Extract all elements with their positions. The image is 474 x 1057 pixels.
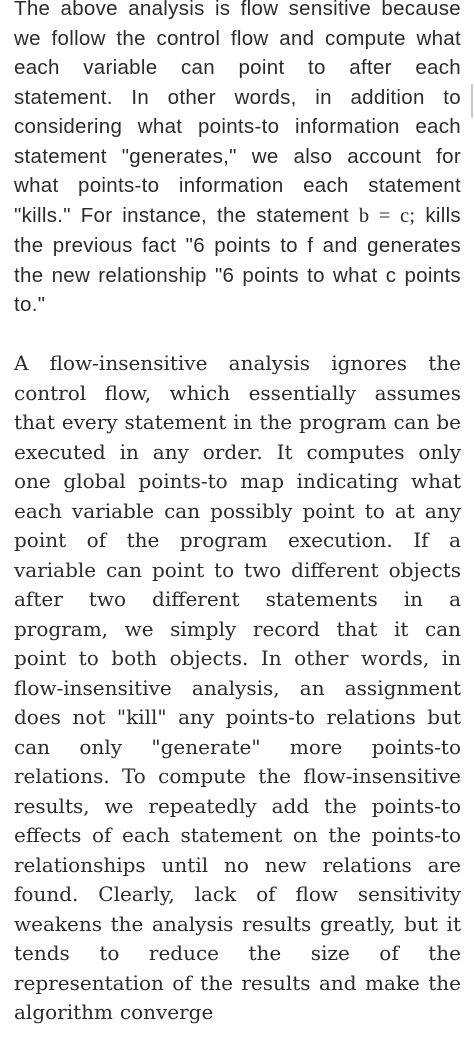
scrollbar-thumb[interactable] — [471, 84, 473, 118]
paragraph-flow-insensitive: A flow-insensitive analysis ignores the control flow, which essentially assumes that every statement in the program can be executed in any order. It computes only one global points-to map indicating what each variable can possibly point to at any point of the program execution. If a variable can point to two different objects after two different statements in a program, we simply record that it can point to both objects. In other words, in flow-insensitive analysis, an assignment does not "kill" any points-to relations but can only "generate" more points-to relations. To compute the flow-insensitive results, we repeatedly add the points-to effects of each statement on the points-to relationships until no new relations are found. Clearly, lack of flow sensitivity weakens the analysis results greatly, but it tends to reduce the size of the representation of the results and make the algorithm converge — [14, 351, 461, 1024]
paragraph-flow-sensitive — [14, 0, 461, 320]
code-snippet: b = c; — [358, 204, 416, 227]
paragraph-text: kills the previous fact "6 points to f and generates the new relationship "6 points to what c points to." — [14, 203, 461, 316]
article-body — [14, 0, 461, 1057]
paragraph-text: The above analysis is flow sensitive because we follow the control flow and compute what each variable can point to after each statement. In other words, in addition to considering what points-to information each statement "generates," we also account for what points-to information each statement "kills." For instance, the statement — [14, 0, 461, 227]
